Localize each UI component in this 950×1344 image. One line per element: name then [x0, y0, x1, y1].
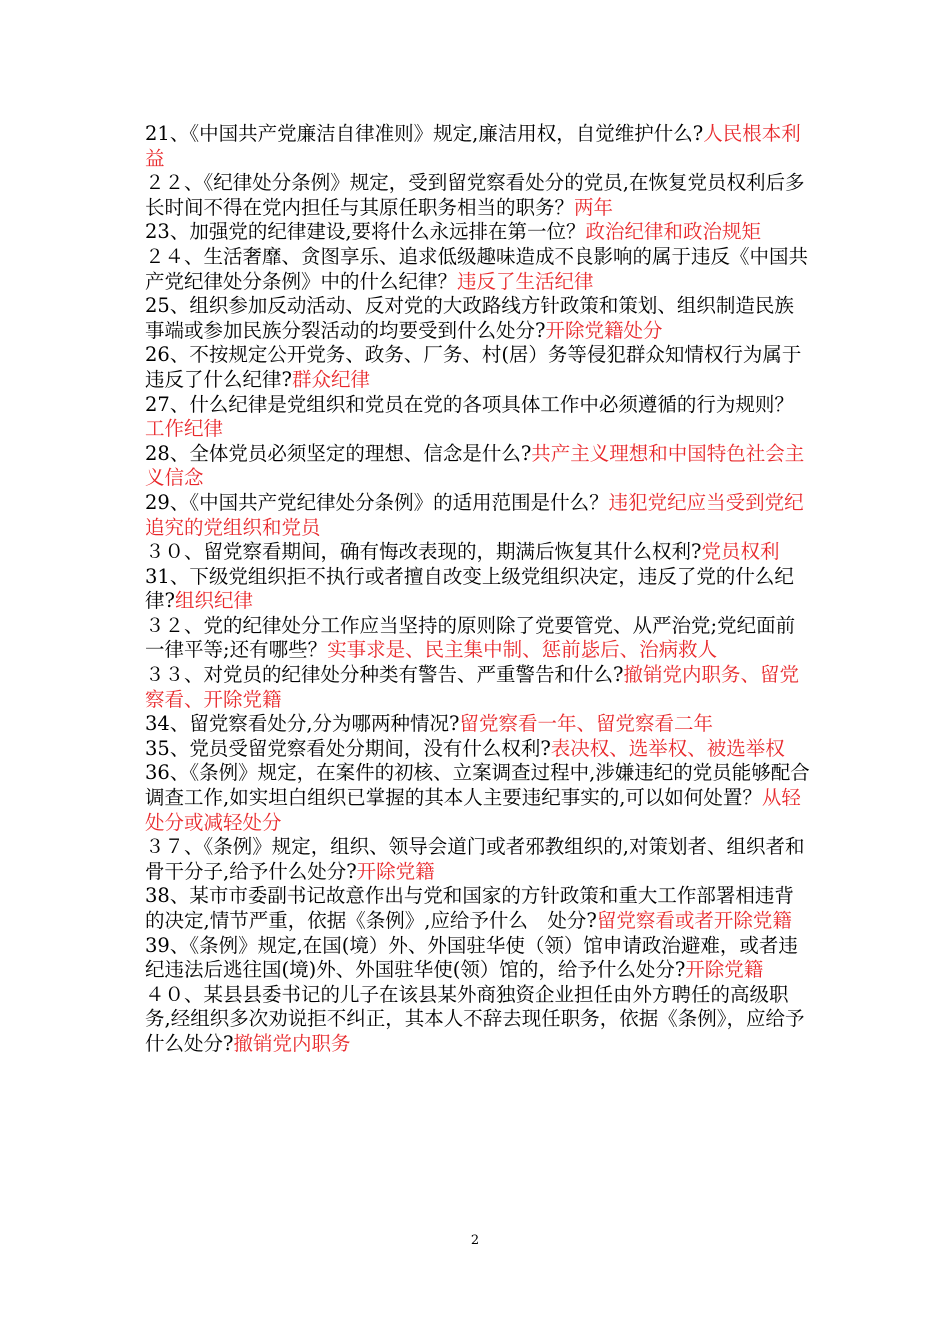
question-text: 23、加强党的纪律建设,要将什么永远排在第一位？	[145, 220, 586, 244]
qa-item-40	[145, 983, 813, 1057]
question-list	[145, 122, 813, 1057]
question-text: ３２、党的纪律处分工作应当坚持的原则除了党要管党、从严治党;党纪面前一律平等;还有哪些？	[145, 613, 796, 662]
answer-text: 共产主义理想和中国特色社会主义信念	[145, 441, 805, 490]
question-text: 21、《中国共产党廉洁自律准则》规定,廉洁用权，自觉维护什么?	[145, 122, 704, 145]
answer-text: 两年	[574, 195, 614, 219]
qa-item-26	[145, 343, 813, 392]
question-text: 36、《条例》规定，在案件的初核、立案调查过程中,涉嫌违纪的党员能够配合调查工作,如实坦白组织已掌握的其本人主要违纪事实的,可以如何处置？	[145, 761, 810, 810]
answer-text: 开除党籍	[685, 958, 764, 982]
question-text: ４０、某县县委书记的儿子在该县某外商独资企业担任由外方聘任的高级职务,经组织多次劝说拒不纠正，其本人不辞去现任职务，依据《条例》，应给予什么处分?	[145, 982, 805, 1055]
qa-item-23	[145, 220, 813, 245]
question-text: 34、留党察看处分,分为哪两种情况?	[145, 712, 460, 736]
answer-text: 留党察看一年、留党察看二年	[459, 712, 713, 736]
question-text: 28、全体党员必须坚定的理想、信念是什么?	[145, 441, 532, 465]
answer-text: 开除党籍	[356, 859, 435, 883]
answer-text: 人民根本利益	[145, 122, 801, 170]
qa-item-29	[145, 491, 813, 540]
question-text: 38、某市市委副书记故意作出与党和国家的方针政策和重大工作部署相违背的决定,情节严重，依据《条例》,应给予什么 处分?	[145, 884, 794, 932]
qa-item-38	[145, 884, 813, 933]
question-text: ３０、留党察看期间，确有悔改表现的，期满后恢复其什么权利?	[145, 540, 702, 564]
answer-text: 撤销党内职务	[233, 1031, 351, 1055]
question-text: ２２、《纪律处分条例》规定，受到留党察看处分的党员,在恢复党员权利后多长时间不得在党内担任与其原任职务相当的职务？	[145, 171, 805, 219]
qa-item-32	[145, 614, 813, 663]
question-text: 35、党员受留党察看处分期间，没有什么权利?	[145, 736, 551, 760]
question-text: 27、什么纪律是党组织和党员在党的各项具体工作中必须遵循的行为规则？	[145, 392, 794, 416]
question-text: ３３、对党员的纪律处分种类有警告、严重警告和什么?	[145, 663, 624, 687]
qa-item-39	[145, 934, 813, 983]
qa-item-21	[145, 122, 813, 171]
answer-text: 表决权、选举权、被选举权	[550, 736, 785, 760]
answer-text: 撤销党内职务、留党察看、开除党籍	[145, 663, 799, 711]
page-number: 2	[470, 1233, 480, 1248]
question-text: 25、组织参加反动活动、反对党的大政路线方针政策和策划、组织制造民族事端或参加民族分裂活动的均要受到什么处分?	[145, 294, 794, 342]
answer-text: 从轻处分或减轻处分	[145, 786, 801, 834]
qa-item-24	[145, 245, 813, 294]
question-text: 39、《条例》规定,在国(境）外、外国驻华使（领）馆申请政治避难，或者违纪违法后逃往国(境)外、外国驻华使(领）馆的，给予什么处分?	[145, 933, 798, 982]
question-text: ３７、《条例》规定，组织、领导会道门或者邪教组织的,对策划者、组织者和骨干分子,给予什么处分?	[145, 835, 805, 883]
qa-item-34	[145, 712, 813, 737]
answer-text: 群众纪律	[291, 367, 370, 391]
answer-text: 政治纪律和政治规矩	[585, 220, 762, 244]
answer-text: 违犯党纪应当受到党纪追究的党组织和党员	[145, 490, 804, 539]
answer-text: 开除党籍处分	[545, 318, 663, 342]
answer-text: 工作纪律	[145, 417, 224, 441]
answer-text: 组织纪律	[174, 589, 253, 613]
qa-item-25	[145, 294, 813, 343]
answer-text: 实事求是、民主集中制、惩前毖后、治病救人	[327, 638, 718, 662]
qa-item-22	[145, 171, 813, 220]
question-text: 29、《中国共产党纪律处分条例》的适用范围是什么？	[145, 490, 609, 514]
qa-item-30	[145, 540, 813, 565]
qa-item-36	[145, 761, 813, 835]
qa-item-27	[145, 393, 813, 442]
qa-item-35	[145, 737, 813, 762]
answer-text: 留党察看或者开除党籍	[596, 909, 792, 932]
qa-item-28	[145, 442, 813, 491]
question-text: ２４、生活奢靡、贪图享乐、追求低级趣味造成不良影响的属于违反《中国共产党纪律处分条例》中的什么纪律？	[145, 244, 809, 293]
qa-item-33	[145, 663, 813, 712]
answer-text: 违反了生活纪律	[457, 269, 594, 293]
question-text: 26、不按规定公开党务、政务、厂务、村(居）务等侵犯群众知情权行为属于违反了什么纪律?	[145, 343, 802, 391]
answer-text: 党员权利	[701, 540, 780, 564]
qa-item-31	[145, 565, 813, 614]
qa-item-37	[145, 835, 813, 884]
question-text: 31、下级党组织拒不执行或者擅自改变上级党组织决定，违反了党的什么纪律?	[145, 564, 794, 613]
